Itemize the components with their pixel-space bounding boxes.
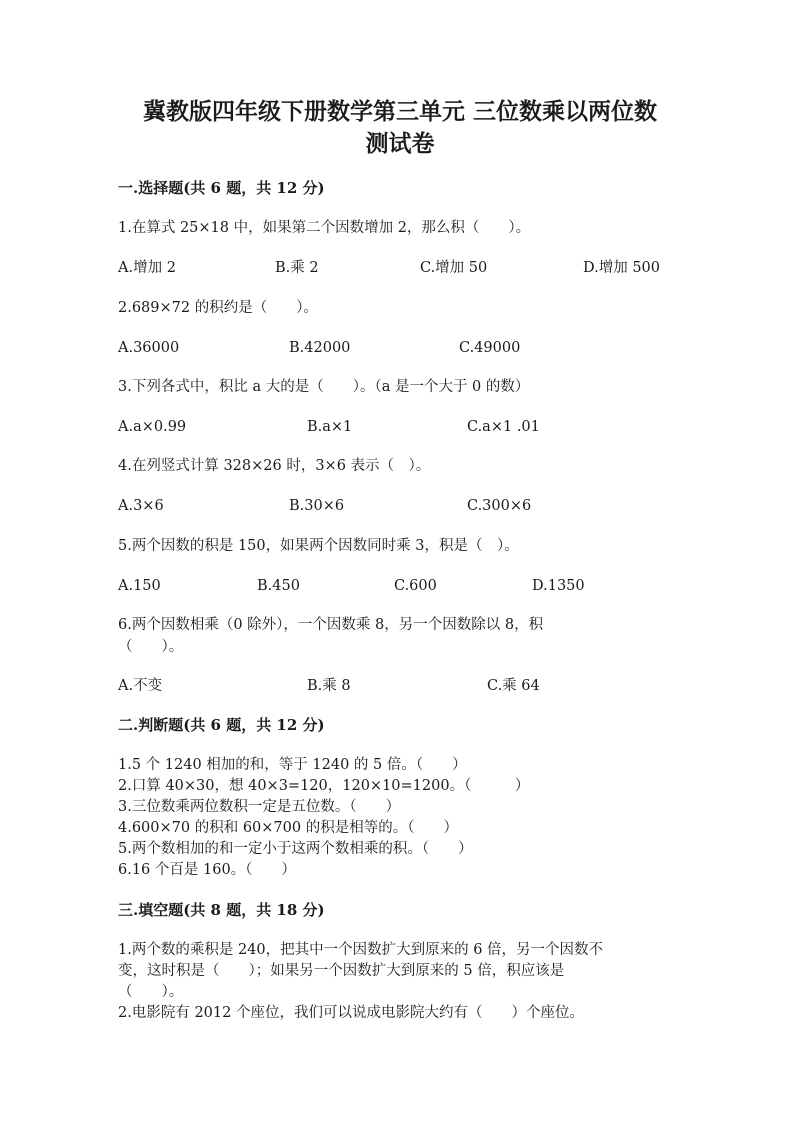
option-b: B.450 <box>257 578 300 594</box>
judge-item-4: 4.600×70 的积和 60×700 的积是相等的。（ ） <box>118 820 458 836</box>
section-heading-fill: 三.填空题(共 8 题，共 18 分) <box>118 901 325 919</box>
question-6-line1: 6.两个因数相乘（0 除外），一个因数乘 8，另一个因数除以 8，积 <box>118 617 544 633</box>
judge-item-1: 1.5 个 1240 相加的和，等于 1240 的 5 倍。（ ） <box>118 757 467 773</box>
fill-question-1-line2: 变，这时积是（ ）；如果另一个因数扩大到原来的 5 倍，积应该是 <box>118 963 565 979</box>
judge-item-6: 6.16 个百是 160。（ ） <box>118 862 296 878</box>
option-b: B.a×1 <box>307 419 353 435</box>
option-b: B.30×6 <box>289 498 345 514</box>
option-c: C.乘 64 <box>487 678 540 694</box>
section-heading-judge: 二.判断题(共 6 题，共 12 分) <box>118 716 325 734</box>
option-d: D.1350 <box>532 578 585 594</box>
option-c: C.增加 50 <box>420 260 488 276</box>
question-6-line2: （ ）。 <box>118 639 184 655</box>
option-b: B.乘 2 <box>275 260 319 276</box>
fill-question-1-line1: 1.两个数的乘积是 240，把其中一个因数扩大到原来的 6 倍，另一个因数不 <box>118 942 604 958</box>
section-heading-choice: 一.选择题(共 6 题，共 12 分) <box>118 179 325 197</box>
option-c: C.49000 <box>459 340 521 356</box>
option-a: A.150 <box>118 578 161 594</box>
option-a: A.不变 <box>118 678 163 694</box>
judge-item-3: 3.三位数乘两位数积一定是五位数。（ ） <box>118 799 401 815</box>
option-a: A.3×6 <box>118 498 164 514</box>
option-c: C.600 <box>394 578 437 594</box>
option-b: B.42000 <box>289 340 351 356</box>
fill-question-2: 2.电影院有 2012 个座位，我们可以说成电影院大约有（ ）个座位。 <box>118 1005 584 1021</box>
judge-item-5: 5.两个数相加的和一定小于这两个数相乘的积。（ ） <box>118 841 473 857</box>
question-3: 3.下列各式中，积比 a 大的是（ ）。（a 是一个大于 0 的数） <box>118 379 530 395</box>
option-c: C.a×1 .01 <box>467 419 540 435</box>
page-title-line2: 测试卷 <box>365 130 435 157</box>
question-2: 2.689×72 的积约是（ ）。 <box>118 300 318 316</box>
judge-item-2: 2.口算 40×30，想 40×3=120，120×10=1200。（ ） <box>118 778 530 794</box>
option-a: A.增加 2 <box>118 260 176 276</box>
option-a: A.36000 <box>118 340 180 356</box>
question-4: 4.在列竖式计算 328×26 时，3×6 表示（ ）。 <box>118 458 431 474</box>
option-d: D.增加 500 <box>583 260 661 276</box>
option-c: C.300×6 <box>467 498 532 514</box>
page-title-line1: 冀教版四年级下册数学第三单元 三位数乘以两位数 <box>142 98 657 125</box>
option-b: B.乘 8 <box>307 678 351 694</box>
option-a: A.a×0.99 <box>118 419 187 435</box>
question-5: 5.两个因数的积是 150，如果两个因数同时乘 3，积是（ ）。 <box>118 538 519 554</box>
question-1: 1.在算式 25×18 中，如果第二个因数增加 2，那么积（ ）。 <box>118 220 531 236</box>
fill-question-1-line3: （ ）。 <box>118 984 184 1000</box>
